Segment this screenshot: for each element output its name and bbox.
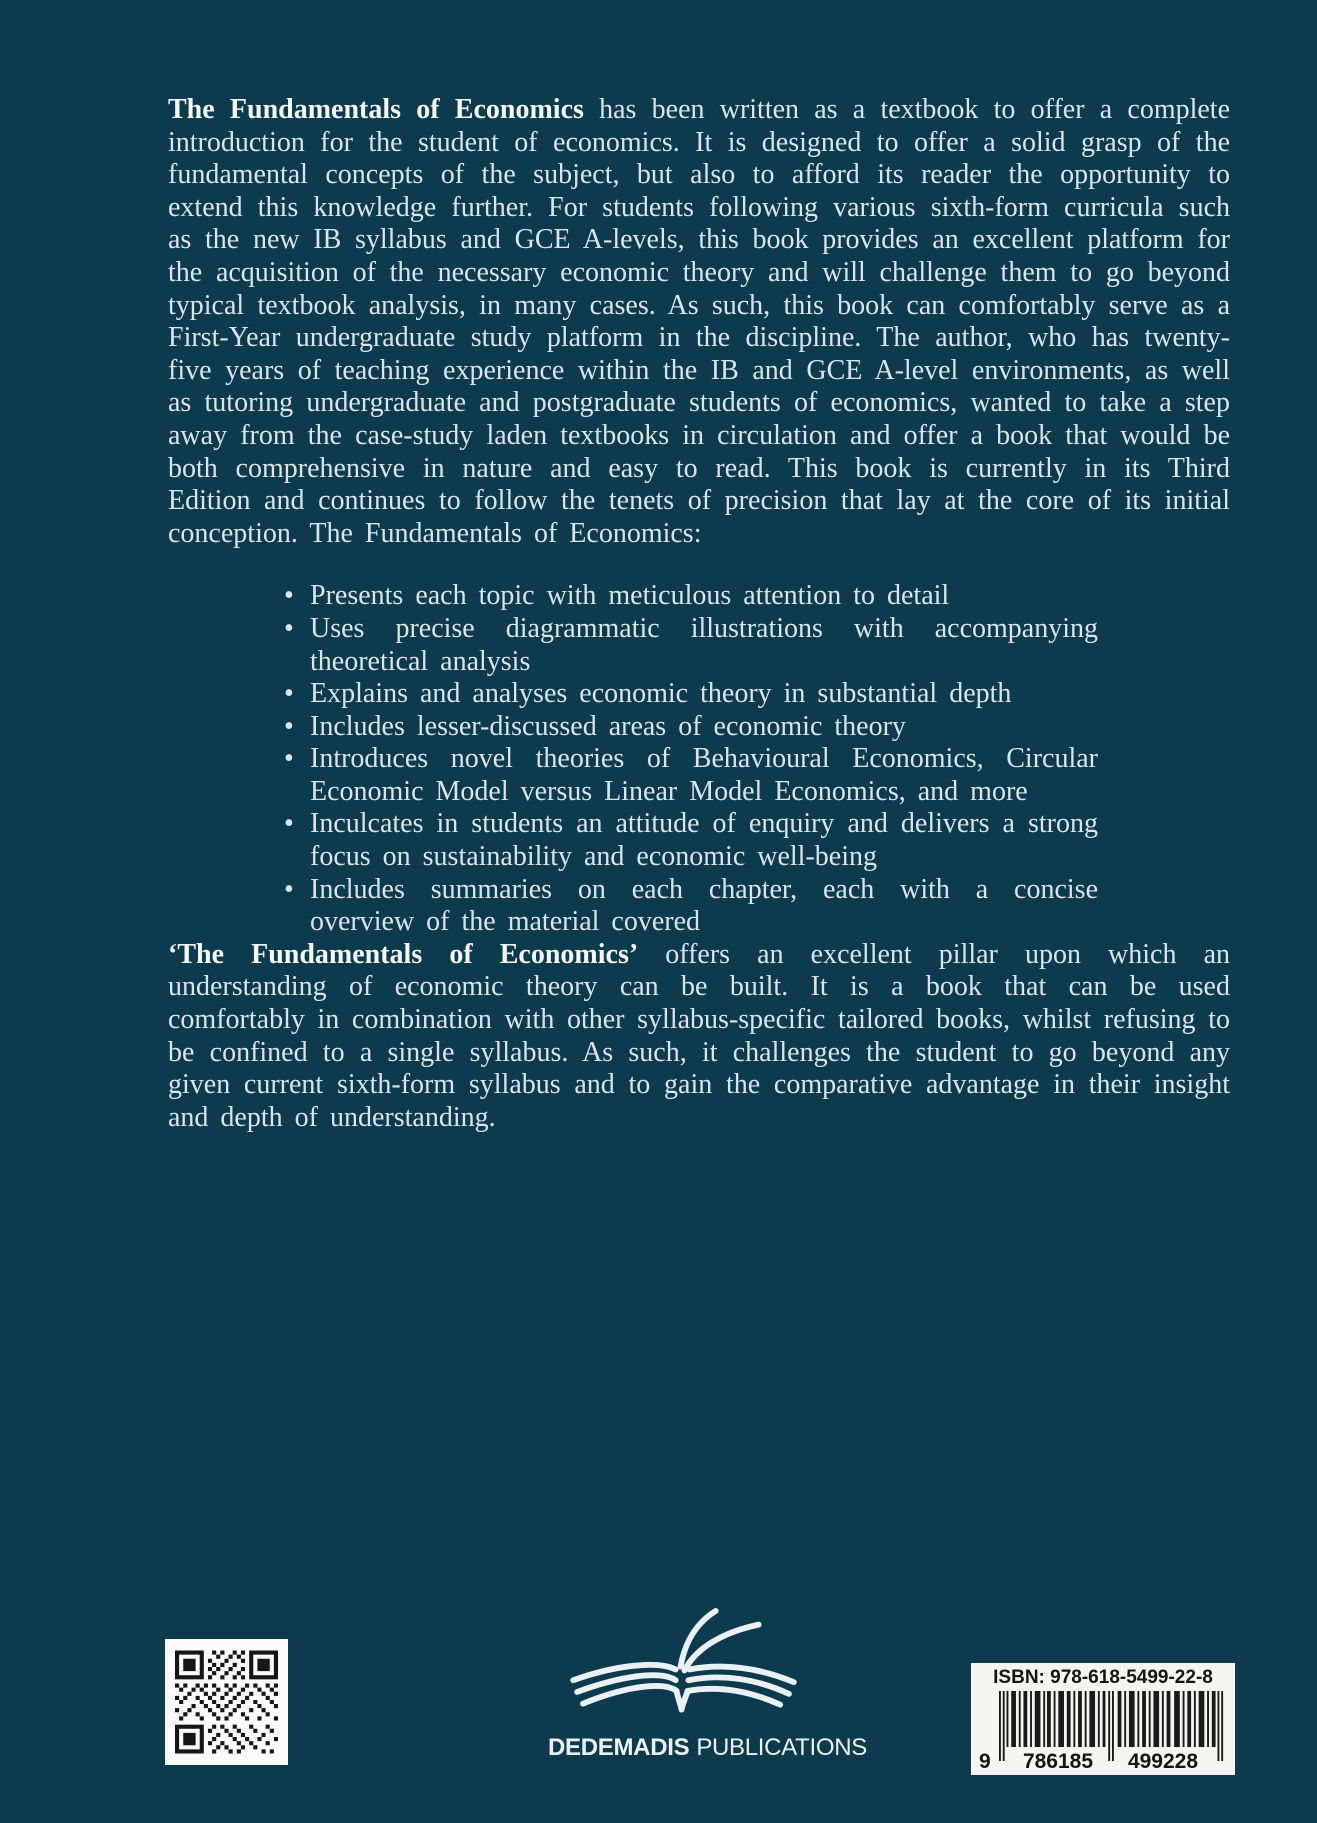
barcode-digits-left: 786185 [1022,1750,1094,1773]
isbn-text [971,1663,1235,1689]
qr-pattern [175,1649,278,1755]
feature-item: • Introduces novel theories of Behavioural Economics, Circular Economic Model versus Linear Model Economics, and more [310,743,1098,808]
feature-item: • Explains and analyses economic theory in substantial depth [310,678,1098,711]
publisher-name [548,1734,867,1762]
barcode-digit-lead: 9 [979,1750,991,1773]
outro-lead: ‘The Fundamentals of Economics’ [168,938,639,970]
feature-item: • Uses precise diagrammatic illustrations with accompanying theoretical analysis [310,613,1098,678]
features-list [310,580,1098,939]
feature-item: • Presents each topic with meticulous attention to detail [310,580,1098,613]
isbn-number: 978-618-5499-22-8 [1050,1667,1213,1688]
qr-code-icon [165,1639,288,1765]
intro-paragraph [168,94,1230,550]
publisher-name-bold: DEDEMADIS [548,1734,690,1761]
feature-item: • Inculcates in students an attitude of enquiry and delivers a strong focus on sustainability and economic well-being [310,808,1098,873]
outro-body: offers an excellent pillar upon which an understanding of economic theory can be built. It is a book that can be used comfortably in combination with other syllabus-specific tailored books, whilst refusing to be confined to a single syllabus. As such, it challenges the student to go beyond any given current sixth-form syllabus and to gain the comparative advantage in their insight and depth of understanding. [168,938,1230,1133]
isbn-label: ISBN: [993,1667,1045,1688]
feature-item: • Includes summaries on each chapter, each with a concise overview of the material covered [310,874,1098,939]
back-cover-text [168,94,1230,1134]
barcode-digits-right: 499228 [1127,1750,1199,1773]
feature-item: • Includes lesser-discussed areas of economic theory [310,711,1098,744]
publisher-type: PUBLICATIONS [696,1734,867,1761]
intro-lead: The Fundamentals of Economics [168,94,584,125]
isbn-barcode [971,1663,1235,1775]
publisher-logo-block [548,1608,867,1762]
outro-paragraph [168,939,1230,1135]
intro-body: has been written as a textbook to offer a complete introduction for the student of economics. It is designed to offer a solid grasp of the fundamental concepts of the subject, but also to afford its reader the opportunity to extend this knowledge further. For students following various sixth-form curricula such as the new IB syllabus and GCE A-levels, this book provides an excellent platform for the acquisition of the necessary economic theory and will challenge them to go beyond typical textbook analysis, in many cases. As such, this book can comfortably serve as a First-Year undergraduate study platform in the discipline. The author, who has twenty-five years of teaching experience within the IB and GCE A-level environments, as well as tutoring undergraduate and postgraduate students of economics, wanted to take a step away from the case-study laden textbooks in circulation and offer a book that would be both comprehensive in nature and easy to read. This book is currently in its Third Edition and continues to follow the tenets of precision that lay at the core of its initial conception. The Fundamentals of Economics: [168,94,1231,549]
open-book-logo-icon [566,1608,801,1730]
